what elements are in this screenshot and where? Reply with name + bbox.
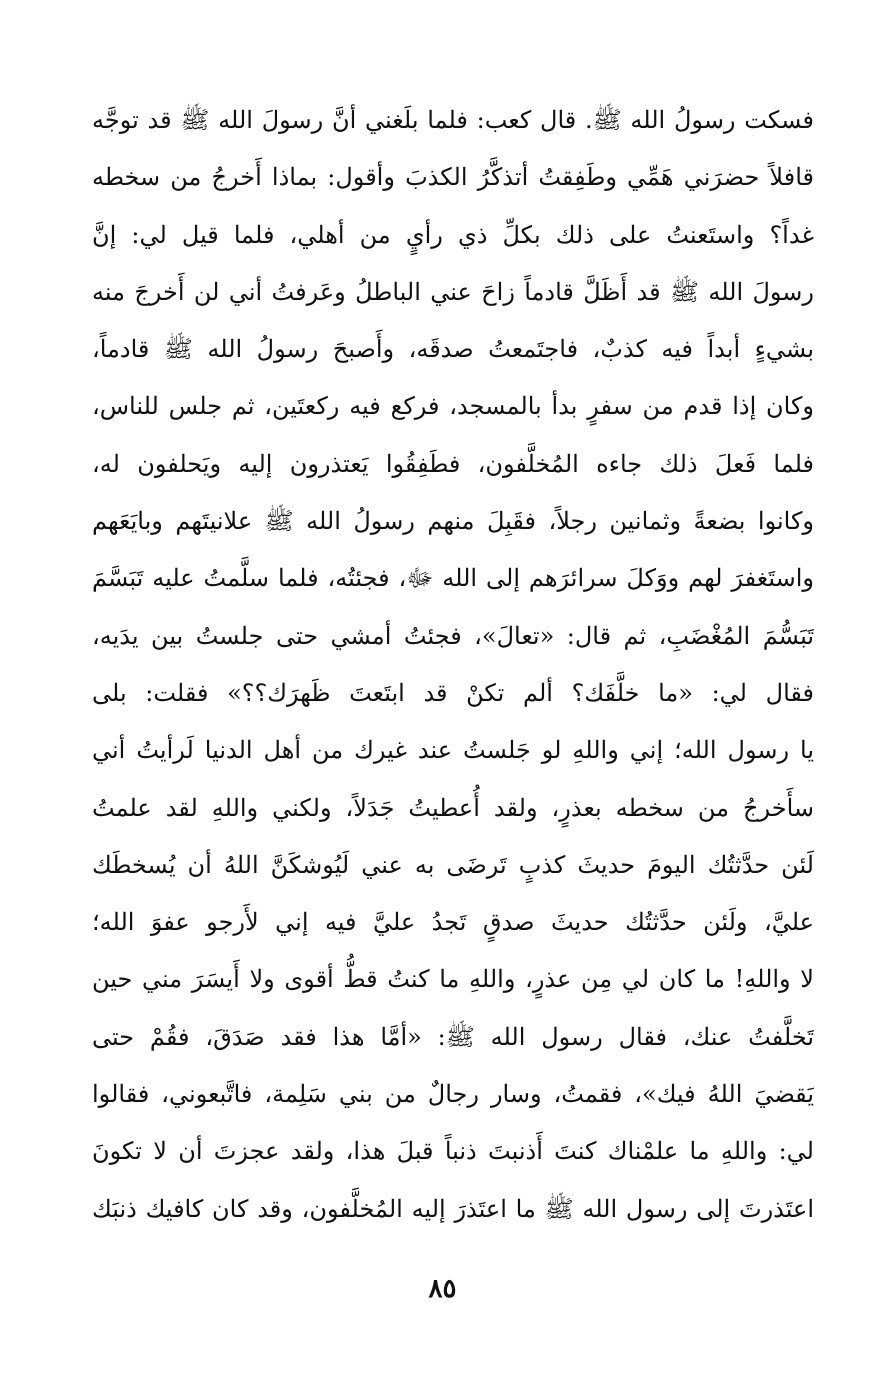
text-line: عليَّ، ولَئن حدَّثتُك حديثَ صدقٍ تَجدُ عليَّ فيه إني لأَرجو عفوَ الله؛ (92, 908, 814, 937)
text-line: رسولَ الله ﷺ قد أَظَلَّ قادماً زاحَ عني الباطلُ وعَرفتُ أني لن أَخرجَ منه (92, 277, 814, 306)
body-text (92, 92, 814, 1238)
text-line: لي: واللهِ ما علمْناك كنتَ أَذنبتَ ذنباً قبلَ هذا، ولقد عجزتَ أن لا تكونَ (92, 1137, 814, 1166)
text-line: واستَغفرَ لهم ووَكلَ سرائرَهم إلى الله ﷻ، فجئتُه، فلما سلَّمتُ عليه تَبَسَّمَ (92, 564, 814, 593)
text-line: بشيءٍ أبداً فيه كذبٌ، فاجتَمعتُ صدقَه، وأَصبحَ رسولُ الله ﷺ قادماً، (92, 335, 814, 364)
text-line: غداً؟ واستَعنتُ على ذلك بكلِّ ذي رأيٍ من أهلي، فلما قيل لي: إنَّ (92, 220, 814, 249)
text-line: وكانوا بضعةً وثمانين رجلاً، فقَبِلَ منهم رسولُ الله ﷺ علانيتَهم وبايَعَهم (92, 507, 814, 536)
text-line: تَبَسُّمَ المُغْضَبِ، ثم قال: «تعالَ»، فجئتُ أمشي حتى جلستُ بين يدَيه، (92, 621, 814, 650)
text-line: تَخلَّفتُ عنك، فقال رسول الله ﷺ: «أمَّا هذا فقد صَدَقَ، فقُمْ حتى (92, 1022, 814, 1051)
text-line: فلما فَعلَ ذلك جاءه المُخلَّفون، فطَفِقُوا يَعتذرون إليه ويَحلفون له، (92, 449, 814, 478)
page-number: ٨٥ (428, 1274, 457, 1304)
text-line: سأَخرجُ من سخطه بعذرٍ، ولقد أُعطيتُ جَدَلاً، ولكني واللهِ لقد علمتُ (92, 793, 814, 822)
text-line: فقال لي: «ما خلَّفَك؟ ألم تكنْ قد ابتَعتَ ظَهرَك؟؟» فقلت: بلى (92, 678, 814, 707)
text-line: لَئن حدَّثتُك اليومَ حديثَ كذبٍ تَرضَى به عني لَيُوشكَنَّ اللهُ أن يُسخطَك (92, 850, 814, 879)
text-line: يا رسول الله؛ إني واللهِ لو جَلستُ عند غيرك من أهل الدنيا لَرأيتُ أني (92, 736, 814, 765)
text-line: فسكت رسولُ الله ﷺ. قال كعب: فلما بلَغني أنَّ رسولَ الله ﷺ قد توجَّه (92, 106, 814, 134)
text-line: وكان إذا قدم من سفرٍ بدأ بالمسجد، فركع فيه ركعتَين، ثم جلس للناس، (92, 392, 814, 421)
text-line: يَقضيَ اللهُ فيك»، فقمتُ، وسار رجالٌ من بني سَلِمة، فاتَّبعوني، فقالوا (92, 1080, 814, 1109)
text-line: لا واللهِ! ما كان لي مِن عذرٍ، واللهِ ما كنتُ قطُّ أقوى ولا أَيسَرَ مني حين (92, 965, 814, 994)
text-line: قافلاً حضرَني هَمِّي وطَفِقتُ أتذكَّرُ الكذبَ وأقول: بماذا أَخرجُ من سخطه (92, 163, 814, 192)
text-line: اعتَذرتَ إلى رسول الله ﷺ ما اعتَذرَ إليه المُخلَّفون، وقد كان كافيك ذنبَك (92, 1194, 814, 1223)
